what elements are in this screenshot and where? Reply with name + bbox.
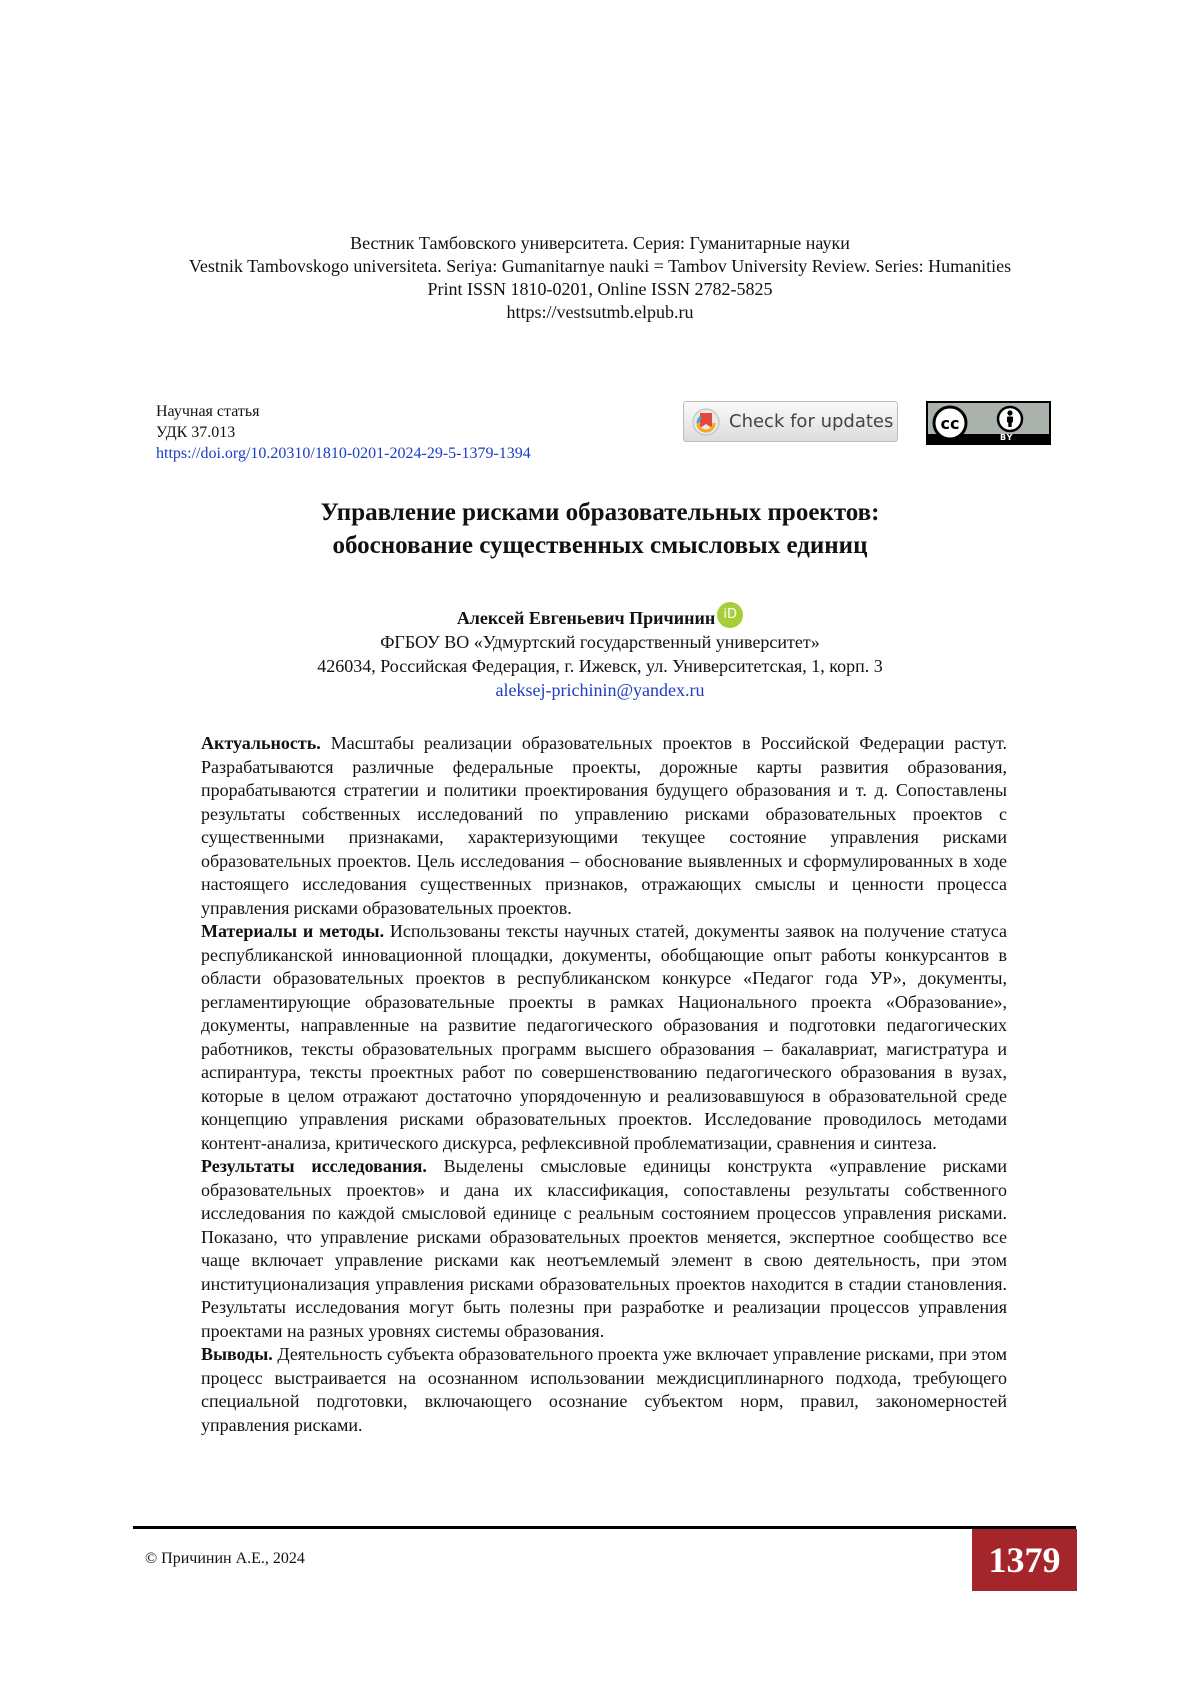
author-email[interactable]: aleksej-prichinin@yandex.ru [495,680,705,700]
abstract-conclusions [201,1343,1007,1437]
cc-by-label: BY [1000,433,1014,442]
conclusions-text: Деятельность субъекта образовательного проекта уже включает управление рисками, при этом процесс выстраивается на осознанном использовании междисциплинарного подхода, требующего специальной подготовки, включающего осознание субъектом норм, правил, закономерностей управления рисками. [201,1344,1007,1435]
issn-line: Print ISSN 1810-0201, Online ISSN 2782-5825 [427,279,773,299]
author-block [0,602,1200,702]
relevance-label: Актуальность. [201,733,321,753]
results-label: Результаты исследования. [201,1156,427,1176]
conclusions-label: Выводы. [201,1344,273,1364]
check-for-updates-label: Check for updates [729,411,894,432]
methods-label: Материалы и методы. [201,921,385,941]
author-address: 426034, Российская Федерация, г. Ижевск, ул. Университетская, 1, корп. 3 [317,656,883,676]
journal-title-ru: Вестник Тамбовского университета. Серия: Гуманитарные науки [350,233,850,253]
article-type: Научная статья [156,403,260,420]
methods-text: Использованы тексты научных статей, документы заявок на получение статуса республиканской инновационной площадки, документы, обобщающие опыт работы конкурсантов в области образовательных проектов в республиканском конкурсе «Педагог года УР», документы, регламентирующие образовательные проекты в рамках Национального проекта «Образование», документы, направленные на развитие педагогического образования и подготовки педагогических работников, тексты образовательных программ высшего образования – бакалавриат, магистратура и аспирантура, тексты проектных работ по совершенствованию педагогического образования в вузах, которые в целом отражают достаточно упорядоченную и реализовавшуюся в образовательной среде концепцию управления рисками образовательных проектов. Исследование проводилось методами контент-анализа, критического дискурса, рефлексивной проблематизации, сравнения и синтеза. [201,921,1007,1153]
footer-divider [133,1526,1076,1529]
abstract-relevance [201,732,1007,920]
check-for-updates-button[interactable] [683,401,898,442]
svg-text:cc: cc [940,414,960,433]
orcid-icon[interactable]: iD [717,602,743,628]
crossmark-icon [692,408,720,436]
article-title-line1: Управление рисками образовательных проектов: [320,499,880,526]
results-text: Выделены смысловые единицы конструкта «управление рисками образовательных проектов» и дана их классификация, сопоставлены результаты собственного исследования по каждой смысловой единице с реальным состоянием процессов управления рисками. Показано, что управление рисками образовательных проектов меняется, экспертное сообщество все чаще включает управление рисками как неотъемлемый элемент в свою деятельность, при этом институционализация управления рисками образовательных проектов находится в стадии становления. Результаты исследования могут быть полезны при разработке и реализации процессов управления проектами на разных уровнях системы образования. [201,1156,1007,1341]
article-meta [156,401,531,464]
copyright-notice: © Причинин А.Е., 2024 [145,1550,305,1567]
journal-header [0,232,1200,324]
journal-title-en: Vestnik Tambovskogo universiteta. Seriya: Gumanitarnye nauki = Tambov University Review. Series: Humanities [188,256,1012,276]
creative-commons-icon [931,405,971,441]
abstract-results [201,1155,1007,1343]
cc-by-license-badge[interactable] [926,401,1051,445]
author-name: Алексей Евгеньевич Причинин [456,608,716,628]
author-affiliation: ФГБОУ ВО «Удмуртский государственный университет» [380,632,820,652]
journal-url[interactable]: https://vestsutmb.elpub.ru [506,302,694,322]
attribution-person-icon [996,405,1024,433]
relevance-text: Масштабы реализации образовательных проектов в Российской Федерации растут. Разрабатываются различные федеральные проекты, дорожные карты развития образования, прорабатываются стратегии и политики проектирования будущего образования и т. д. Сопоставлены результаты собственных исследований по управлению рисками образовательных проектов с существенными признаками, характеризующими текущее состояние управления рисками образовательных проектов. Цель исследования – обоснование выявленных и сформулированных в ходе настоящего исследования существенных признаков, отражающих смыслы и ценности процесса управления рисками образовательных проектов. [201,733,1007,918]
article-title-line2: обоснование существенных смысловых единиц [332,532,868,559]
abstract [201,732,1007,1437]
page-number-badge: 1379 [972,1529,1077,1591]
udc-code: УДК 37.013 [156,424,236,441]
doi-link[interactable]: https://doi.org/10.20310/1810-0201-2024-29-5-1379-1394 [156,445,531,462]
abstract-methods [201,920,1007,1155]
article-title [0,496,1200,562]
